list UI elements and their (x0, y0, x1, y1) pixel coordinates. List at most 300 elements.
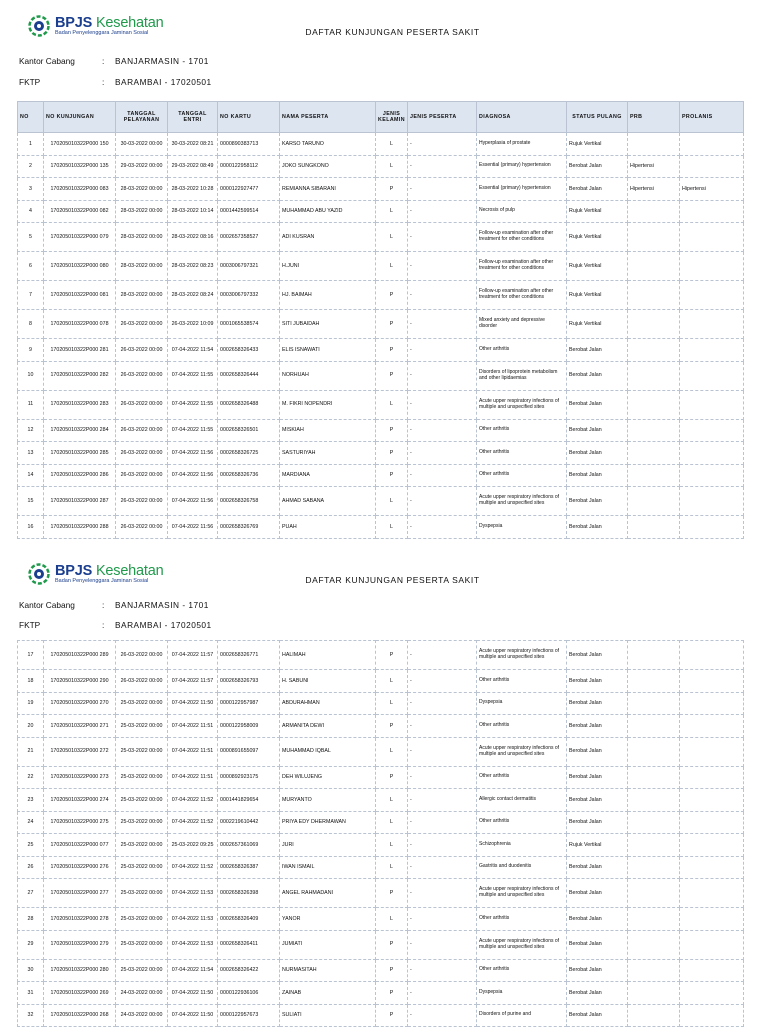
cell-jenis-kelamin: P (376, 930, 408, 959)
table-row (18, 155, 744, 178)
cell-nama-peserta: MURYANTO (280, 789, 376, 812)
cell-nama-peserta: ABDURAHMAN (280, 692, 376, 715)
cell-tanggal-entri: 30-03-2022 08:21 (168, 133, 218, 156)
cell-tanggal-pelayanan: 25-03-2022 00:00 (116, 692, 168, 715)
cell-tanggal-entri: 07-04-2022 11:55 (168, 390, 218, 419)
cell-nama-peserta: ARMANITA DEWI (280, 715, 376, 738)
cell-jenis-kelamin: L (376, 200, 408, 223)
cell-no: 32 (18, 1004, 44, 1027)
table-row (18, 133, 744, 156)
cell-no-kartu: 0002658326398 (218, 879, 280, 908)
table-row (18, 223, 744, 252)
cell-prb (628, 766, 680, 789)
cell-status-pulang: Berobat Jalan (567, 641, 628, 670)
table-row (18, 811, 744, 834)
cell-no: 18 (18, 670, 44, 693)
cell-prolanis (680, 908, 744, 931)
cell-prolanis (680, 811, 744, 834)
cell-nama-peserta: REMIANNA SIBARANI (280, 178, 376, 201)
cell-tanggal-pelayanan: 28-03-2022 00:00 (116, 223, 168, 252)
cell-tanggal-entri: 07-04-2022 11:54 (168, 339, 218, 362)
cell-jenis-peserta: - (408, 419, 477, 442)
cell-status-pulang: Berobat Jalan (567, 361, 628, 390)
cell-status-pulang: Berobat Jalan (567, 390, 628, 419)
cell-tanggal-entri: 07-04-2022 11:52 (168, 789, 218, 812)
cell-status-pulang: Berobat Jalan (567, 442, 628, 465)
cell-tanggal-entri: 07-04-2022 11:52 (168, 811, 218, 834)
cell-status-pulang: Rujuk Vertikal (567, 281, 628, 310)
cell-tanggal-pelayanan: 25-03-2022 00:00 (116, 766, 168, 789)
cell-jenis-kelamin: P (376, 766, 408, 789)
cell-no-kunjungan: 170205010322P000 080 (44, 252, 116, 281)
cell-prb (628, 310, 680, 339)
cell-prb (628, 442, 680, 465)
cell-nama-peserta: SULIATI (280, 1004, 376, 1027)
cell-prolanis (680, 982, 744, 1005)
cell-nama-peserta: ANGEL RAHMADANI (280, 879, 376, 908)
cell-prb: Hipertensi (628, 178, 680, 201)
cell-jenis-peserta: - (408, 390, 477, 419)
cell-nama-peserta: MISKIAH (280, 419, 376, 442)
cell-no-kunjungan: 170205010322P000 283 (44, 390, 116, 419)
cell-tanggal-entri: 07-04-2022 11:56 (168, 442, 218, 465)
cell-no: 4 (18, 200, 44, 223)
cell-jenis-peserta: - (408, 281, 477, 310)
cell-diagnosa: Essential (primary) hypertension (477, 155, 567, 178)
cell-prb (628, 281, 680, 310)
cell-diagnosa: Other arthritis (477, 442, 567, 465)
cell-tanggal-pelayanan: 30-03-2022 00:00 (116, 133, 168, 156)
cell-no-kartu: 0000122936106 (218, 982, 280, 1005)
cell-nama-peserta: SASTURIYAH (280, 442, 376, 465)
cell-no-kunjungan: 170205010322P000 276 (44, 856, 116, 879)
cell-tanggal-pelayanan: 26-03-2022 00:00 (116, 516, 168, 539)
cell-prb: Hipertensi (628, 155, 680, 178)
cell-tanggal-entri: 28-03-2022 08:16 (168, 223, 218, 252)
cell-jenis-peserta: - (408, 155, 477, 178)
cell-jenis-peserta: - (408, 223, 477, 252)
cell-tanggal-entri: 26-03-2022 10:09 (168, 310, 218, 339)
cell-no-kunjungan: 170205010322P000 269 (44, 982, 116, 1005)
cell-no-kartu: 0002658326771 (218, 641, 280, 670)
cell-no-kartu: 0002658326409 (218, 908, 280, 931)
cell-no-kartu: 0000122957673 (218, 1004, 280, 1027)
cell-tanggal-pelayanan: 26-03-2022 00:00 (116, 641, 168, 670)
cell-no-kartu: 0000890383713 (218, 133, 280, 156)
cell-nama-peserta: ZAINAB (280, 982, 376, 1005)
cell-tanggal-pelayanan: 28-03-2022 00:00 (116, 252, 168, 281)
table-row (18, 390, 744, 419)
cell-prolanis (680, 641, 744, 670)
cell-jenis-peserta: - (408, 178, 477, 201)
cell-diagnosa: Other arthritis (477, 670, 567, 693)
cell-prolanis (680, 252, 744, 281)
cell-jenis-kelamin: L (376, 223, 408, 252)
cell-tanggal-entri: 07-04-2022 11:56 (168, 464, 218, 487)
cell-prb (628, 908, 680, 931)
cell-status-pulang: Berobat Jalan (567, 959, 628, 982)
cell-prb (628, 419, 680, 442)
cell-jenis-peserta: - (408, 930, 477, 959)
cell-diagnosa: Follow-up examination after other treatment for other conditions (477, 252, 567, 281)
cell-no: 21 (18, 737, 44, 766)
cell-status-pulang: Berobat Jalan (567, 339, 628, 362)
cell-prolanis: Hipertensi (680, 178, 744, 201)
table-row (18, 856, 744, 879)
cell-jenis-kelamin: P (376, 879, 408, 908)
bpjs-logo: BPJS Kesehatan Badan Penyelenggara Jaminan Sosial (28, 560, 163, 588)
cell-no: 11 (18, 390, 44, 419)
cell-no-kunjungan: 170205010322P000 281 (44, 339, 116, 362)
cell-status-pulang: Berobat Jalan (567, 670, 628, 693)
cell-nama-peserta: JURI (280, 834, 376, 857)
cell-no-kunjungan: 170205010322P000 278 (44, 908, 116, 931)
cell-prolanis (680, 737, 744, 766)
cell-status-pulang: Rujuk Vertikal (567, 200, 628, 223)
cell-prb (628, 361, 680, 390)
meta-fktp: FKTP : BARAMBAI - 17020501 (19, 77, 212, 87)
cell-tanggal-entri: 07-04-2022 11:57 (168, 641, 218, 670)
header-diagnosa: DIAGNOSA (477, 102, 567, 133)
cell-no-kunjungan: 170205010322P000 082 (44, 200, 116, 223)
cell-prb (628, 339, 680, 362)
cell-nama-peserta: KARSO TARUNO (280, 133, 376, 156)
cell-jenis-peserta: - (408, 692, 477, 715)
cell-diagnosa: Acute upper respiratory infections of multiple and unspecified sites (477, 737, 567, 766)
cell-diagnosa: Other arthritis (477, 766, 567, 789)
cell-prolanis (680, 200, 744, 223)
header-prb: PRB (628, 102, 680, 133)
cell-status-pulang: Berobat Jalan (567, 908, 628, 931)
cell-no-kunjungan: 170205010322P000 288 (44, 516, 116, 539)
table-row (18, 339, 744, 362)
cell-prb (628, 856, 680, 879)
cell-tanggal-pelayanan: 25-03-2022 00:00 (116, 715, 168, 738)
cell-no-kunjungan: 170205010322P000 271 (44, 715, 116, 738)
header-jenis-kelamin: JENIS KELAMIN (376, 102, 408, 133)
cell-no-kartu: 0002658326387 (218, 856, 280, 879)
cell-tanggal-entri: 07-04-2022 11:54 (168, 959, 218, 982)
cell-no: 23 (18, 789, 44, 812)
cell-nama-peserta: NORHUAH (280, 361, 376, 390)
cell-prb (628, 464, 680, 487)
cell-nama-peserta: DEH WILUJENG (280, 766, 376, 789)
cell-nama-peserta: JUMIATI (280, 930, 376, 959)
cell-no-kunjungan: 170205010322P000 270 (44, 692, 116, 715)
cell-jenis-peserta: - (408, 442, 477, 465)
cell-no-kunjungan: 170205010322P000 079 (44, 223, 116, 252)
cell-no: 25 (18, 834, 44, 857)
cell-no: 30 (18, 959, 44, 982)
cell-no: 19 (18, 692, 44, 715)
cell-tanggal-entri: 28-03-2022 08:23 (168, 252, 218, 281)
cell-jenis-peserta: - (408, 252, 477, 281)
cell-tanggal-pelayanan: 24-03-2022 00:00 (116, 1004, 168, 1027)
cell-nama-peserta: PUAH (280, 516, 376, 539)
cell-no: 8 (18, 310, 44, 339)
cell-status-pulang: Berobat Jalan (567, 419, 628, 442)
cell-jenis-peserta: - (408, 834, 477, 857)
cell-prolanis (680, 281, 744, 310)
cell-diagnosa: Dyspepsia (477, 692, 567, 715)
cell-jenis-kelamin: P (376, 464, 408, 487)
document-title: DAFTAR KUNJUNGAN PESERTA SAKIT (305, 27, 480, 37)
meta-fktp: FKTP : BARAMBAI - 17020501 (19, 620, 212, 630)
cell-no: 2 (18, 155, 44, 178)
cell-prolanis (680, 692, 744, 715)
cell-tanggal-pelayanan: 26-03-2022 00:00 (116, 487, 168, 516)
cell-no-kunjungan: 170205010322P000 287 (44, 487, 116, 516)
cell-diagnosa: Acute upper respiratory infections of multiple and unspecified sites (477, 879, 567, 908)
cell-status-pulang: Rujuk Vertikal (567, 834, 628, 857)
cell-prb (628, 390, 680, 419)
cell-jenis-kelamin: P (376, 982, 408, 1005)
cell-no: 24 (18, 811, 44, 834)
cell-status-pulang: Berobat Jalan (567, 1004, 628, 1027)
cell-no: 31 (18, 982, 44, 1005)
cell-prolanis (680, 155, 744, 178)
cell-prolanis (680, 1004, 744, 1027)
header-no-kunjungan: NO KUNJUNGAN (44, 102, 116, 133)
cell-prb (628, 516, 680, 539)
cell-diagnosa: Allergic contact dermatitis (477, 789, 567, 812)
table-row (18, 464, 744, 487)
cell-no-kartu: 0002658326501 (218, 419, 280, 442)
cell-tanggal-pelayanan: 25-03-2022 00:00 (116, 959, 168, 982)
cell-status-pulang: Berobat Jalan (567, 737, 628, 766)
cell-no-kartu: 0002657358527 (218, 223, 280, 252)
cell-no: 20 (18, 715, 44, 738)
cell-status-pulang: Rujuk Vertikal (567, 133, 628, 156)
cell-no: 27 (18, 879, 44, 908)
cell-diagnosa: Hyperplasia of prostate (477, 133, 567, 156)
cell-tanggal-entri: 07-04-2022 11:50 (168, 692, 218, 715)
header-tanggal-entri: TANGGAL ENTRI (168, 102, 218, 133)
cell-prb (628, 789, 680, 812)
cell-no: 17 (18, 641, 44, 670)
cell-jenis-peserta: - (408, 487, 477, 516)
cell-tanggal-entri: 29-03-2022 08:49 (168, 155, 218, 178)
cell-jenis-kelamin: L (376, 908, 408, 931)
cell-no-kartu: 0000122958009 (218, 715, 280, 738)
cell-jenis-kelamin: P (376, 442, 408, 465)
cell-no-kunjungan: 170205010322P000 284 (44, 419, 116, 442)
cell-jenis-kelamin: L (376, 856, 408, 879)
cell-no-kartu: 0002658326758 (218, 487, 280, 516)
cell-prb (628, 959, 680, 982)
cell-tanggal-pelayanan: 28-03-2022 00:00 (116, 200, 168, 223)
cell-no-kartu: 0002658326793 (218, 670, 280, 693)
cell-jenis-kelamin: P (376, 178, 408, 201)
table-row (18, 641, 744, 670)
cell-no-kartu: 0002658326422 (218, 959, 280, 982)
cell-no-kunjungan: 170205010322P000 268 (44, 1004, 116, 1027)
cell-no-kunjungan: 170205010322P000 273 (44, 766, 116, 789)
cell-jenis-peserta: - (408, 737, 477, 766)
visits-table-1 (17, 101, 744, 539)
table-row (18, 908, 744, 931)
cell-jenis-kelamin: P (376, 959, 408, 982)
cell-jenis-peserta: - (408, 133, 477, 156)
table-row (18, 281, 744, 310)
cell-prb (628, 252, 680, 281)
cell-nama-peserta: ELIS ISNAWATI (280, 339, 376, 362)
cell-tanggal-pelayanan: 26-03-2022 00:00 (116, 310, 168, 339)
cell-prolanis (680, 834, 744, 857)
table-row (18, 361, 744, 390)
cell-diagnosa: Schizophrenia (477, 834, 567, 857)
cell-jenis-kelamin: P (376, 715, 408, 738)
cell-tanggal-entri: 07-04-2022 11:56 (168, 516, 218, 539)
cell-jenis-peserta: - (408, 879, 477, 908)
cell-tanggal-entri: 07-04-2022 11:55 (168, 361, 218, 390)
cell-prolanis (680, 879, 744, 908)
cell-prb (628, 641, 680, 670)
header-no-kartu: NO KARTU (218, 102, 280, 133)
bpjs-logo: BPJS Kesehatan Badan Penyelenggara Jaminan Sosial (28, 12, 163, 40)
cell-diagnosa: Acute upper respiratory infections of multiple and unspecified sites (477, 390, 567, 419)
cell-no: 15 (18, 487, 44, 516)
cell-prb (628, 1004, 680, 1027)
cell-no: 10 (18, 361, 44, 390)
cell-no: 28 (18, 908, 44, 931)
cell-nama-peserta: HJ. BAIMAH (280, 281, 376, 310)
cell-status-pulang: Berobat Jalan (567, 516, 628, 539)
cell-prb (628, 692, 680, 715)
cell-prb (628, 982, 680, 1005)
cell-diagnosa: Dyspepsia (477, 516, 567, 539)
cell-jenis-peserta: - (408, 766, 477, 789)
cell-tanggal-entri: 07-04-2022 11:53 (168, 930, 218, 959)
cell-prolanis (680, 670, 744, 693)
cell-tanggal-pelayanan: 25-03-2022 00:00 (116, 856, 168, 879)
cell-nama-peserta: ADI KUSRAN (280, 223, 376, 252)
cell-no-kartu: 0002657361069 (218, 834, 280, 857)
cell-tanggal-entri: 07-04-2022 11:57 (168, 670, 218, 693)
header-no: NO (18, 102, 44, 133)
cell-prb (628, 930, 680, 959)
cell-no-kartu: 0000122957987 (218, 692, 280, 715)
table-row (18, 692, 744, 715)
cell-nama-peserta: H. SABUNI (280, 670, 376, 693)
cell-status-pulang: Berobat Jalan (567, 692, 628, 715)
cell-jenis-kelamin: L (376, 811, 408, 834)
cell-no: 6 (18, 252, 44, 281)
cell-no-kunjungan: 170205010322P000 078 (44, 310, 116, 339)
cell-prolanis (680, 487, 744, 516)
cell-nama-peserta: SITI JUBAIDAH (280, 310, 376, 339)
cell-jenis-peserta: - (408, 200, 477, 223)
cell-diagnosa: Acute upper respiratory infections of multiple and unspecified sites (477, 641, 567, 670)
cell-prolanis (680, 930, 744, 959)
cell-no-kunjungan: 170205010322P000 274 (44, 789, 116, 812)
cell-status-pulang: Rujuk Vertikal (567, 252, 628, 281)
header-prolanis: PROLANIS (680, 102, 744, 133)
cell-prb (628, 670, 680, 693)
cell-tanggal-pelayanan: 26-03-2022 00:00 (116, 670, 168, 693)
cell-nama-peserta: MUHAMMAD ABU YAZID (280, 200, 376, 223)
cell-diagnosa: Acute upper respiratory infections of multiple and unspecified sites (477, 487, 567, 516)
table-row (18, 982, 744, 1005)
cell-tanggal-pelayanan: 28-03-2022 00:00 (116, 281, 168, 310)
cell-no-kartu: 0000891655097 (218, 737, 280, 766)
cell-no: 1 (18, 133, 44, 156)
cell-nama-peserta: PRIYA EDY DHERMAWAN (280, 811, 376, 834)
cell-no-kunjungan: 170205010322P000 150 (44, 133, 116, 156)
cell-jenis-kelamin: L (376, 252, 408, 281)
cell-no: 3 (18, 178, 44, 201)
cell-tanggal-pelayanan: 25-03-2022 00:00 (116, 737, 168, 766)
cell-no-kartu: 0000122927477 (218, 178, 280, 201)
cell-jenis-peserta: - (408, 339, 477, 362)
cell-jenis-peserta: - (408, 310, 477, 339)
cell-jenis-peserta: - (408, 516, 477, 539)
cell-no-kunjungan: 170205010322P000 282 (44, 361, 116, 390)
cell-no-kartu: 0002658326488 (218, 390, 280, 419)
table-row (18, 516, 744, 539)
cell-no-kartu: 0002658326736 (218, 464, 280, 487)
cell-nama-peserta: MUHAMMAD IQBAL (280, 737, 376, 766)
cell-no-kunjungan: 170205010322P000 290 (44, 670, 116, 693)
cell-jenis-kelamin: P (376, 339, 408, 362)
cell-prolanis (680, 390, 744, 419)
cell-prolanis (680, 789, 744, 812)
cell-tanggal-pelayanan: 26-03-2022 00:00 (116, 361, 168, 390)
table-row (18, 252, 744, 281)
cell-status-pulang: Berobat Jalan (567, 930, 628, 959)
cell-jenis-peserta: - (408, 1004, 477, 1027)
cell-tanggal-pelayanan: 25-03-2022 00:00 (116, 789, 168, 812)
cell-jenis-peserta: - (408, 908, 477, 931)
table-row (18, 737, 744, 766)
cell-prb (628, 487, 680, 516)
cell-jenis-peserta: - (408, 641, 477, 670)
cell-jenis-kelamin: P (376, 641, 408, 670)
cell-no-kunjungan: 170205010322P000 275 (44, 811, 116, 834)
document-title: DAFTAR KUNJUNGAN PESERTA SAKIT (305, 575, 480, 585)
cell-prb (628, 223, 680, 252)
cell-jenis-kelamin: P (376, 310, 408, 339)
cell-no: 13 (18, 442, 44, 465)
cell-prb (628, 737, 680, 766)
cell-no-kunjungan: 170205010322P000 077 (44, 834, 116, 857)
cell-no-kartu: 0001441829654 (218, 789, 280, 812)
cell-prolanis (680, 856, 744, 879)
cell-no-kartu: 0003006797332 (218, 281, 280, 310)
cell-status-pulang: Berobat Jalan (567, 789, 628, 812)
cell-no-kartu: 0002658326433 (218, 339, 280, 362)
cell-nama-peserta: HALIMAH (280, 641, 376, 670)
cell-no-kartu: 0002658326444 (218, 361, 280, 390)
meta-kantor: Kantor Cabang : BANJARMASIN - 1701 (19, 600, 209, 610)
cell-tanggal-pelayanan: 26-03-2022 00:00 (116, 464, 168, 487)
cell-status-pulang: Berobat Jalan (567, 879, 628, 908)
cell-jenis-kelamin: P (376, 419, 408, 442)
cell-no-kartu: 0001442599514 (218, 200, 280, 223)
cell-no: 7 (18, 281, 44, 310)
table-row (18, 670, 744, 693)
table-row (18, 766, 744, 789)
cell-tanggal-pelayanan: 25-03-2022 00:00 (116, 879, 168, 908)
cell-nama-peserta: NURMASITAH (280, 959, 376, 982)
cell-tanggal-entri: 07-04-2022 11:53 (168, 908, 218, 931)
cell-status-pulang: Rujuk Vertikal (567, 223, 628, 252)
cell-diagnosa: Other arthritis (477, 464, 567, 487)
cell-jenis-kelamin: L (376, 670, 408, 693)
cell-tanggal-pelayanan: 26-03-2022 00:00 (116, 339, 168, 362)
cell-jenis-kelamin: L (376, 834, 408, 857)
cell-tanggal-entri: 07-04-2022 11:51 (168, 715, 218, 738)
